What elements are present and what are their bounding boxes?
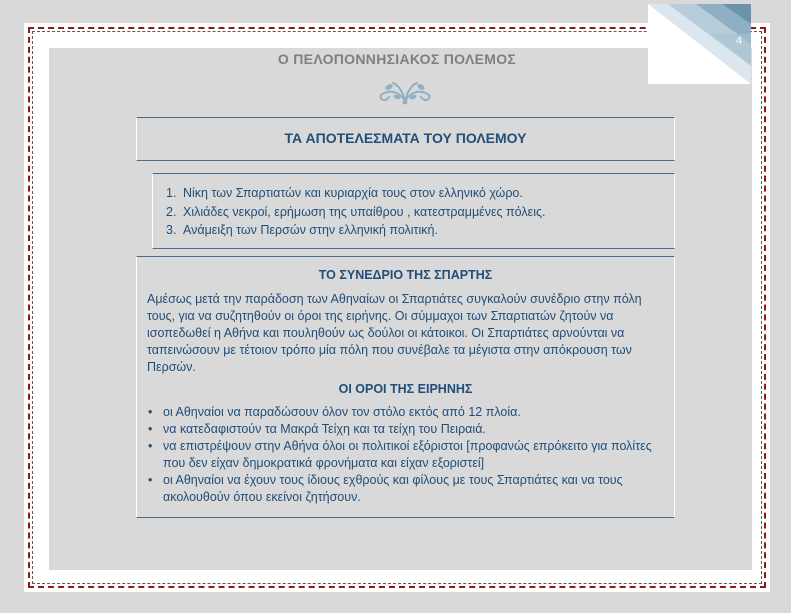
list-item-text: να επιστρέψουν στην Αθήνα όλοι οι πολιτικοί εξόριστοι [προφανώς επρόκειτο για πολίτες που δεν είχαν δημοκρατικά φρονήματα και είχαν εξοριστεί]: [163, 439, 652, 470]
list-item-text: οι Αθηναίοι να έχουν τους ίδιους εχθρούς και φίλους με τους Σπαρτιάτες και να τους ακολουθούν όπου εκείνοι ζητήσουν.: [163, 473, 623, 504]
bullet-icon: •: [148, 422, 153, 436]
list-item: [147, 438, 667, 472]
list-item-text: να κατεδαφιστούν τα Μακρά Τείχη και τα τείχη του Πειραιά.: [163, 422, 486, 436]
list-item: [147, 404, 667, 421]
list-item-number: 2.: [166, 204, 177, 219]
page-number: 4: [736, 35, 743, 47]
peace-terms-heading: ΟΙ ΟΡΟΙ ΤΗΣ ΕΙΡΗΝΗΣ: [338, 382, 473, 396]
results-heading: ΤΑ ΑΠΟΤΕΛΕΣΜΑΤΑ ΤΟΥ ΠΟΛΕΜΟΥ: [284, 130, 527, 146]
bullet-icon: •: [148, 473, 153, 487]
bullet-icon: •: [148, 405, 153, 419]
congress-heading: ΤΟ ΣΥΝΕΔΡΙΟ ΤΗΣ ΣΠΑΡΤΗΣ: [318, 268, 493, 282]
list-item-text: Χιλιάδες νεκροί, ερήμωση της υπαίθρου , κατεστραμμένες πόλεις.: [183, 204, 546, 219]
list-item: [166, 184, 546, 203]
peace-terms-list: [147, 404, 667, 506]
results-heading-box: [136, 117, 675, 161]
congress-paragraph: Αμέσως μετά την παράδοση των Αθηναίων οι Σπαρτιάτες συγκαλούν συνέδριο στην πόλη τους, για να συζητηθούν οι όροι της ειρήνης. Οι σύμμαχοι των Σπαρτιατών ζητούν να ισοπεδωθεί η Αθήνα και πουληθούν ως δούλοι οι κάτοικοι. Οι Σπαρτιάτες αρνούνται να ταπεινώσουν με τέτοιον τρόπο μία πόλη που συνέβαλε τα μέγιστα στην απόκρουση των Περσών.: [147, 292, 642, 374]
slide-title: Ο ΠΕΛΟΠΟΝΝΗΣΙΑΚΟΣ ΠΟΛΕΜΟΣ: [277, 51, 517, 67]
congress-box: [136, 256, 675, 518]
list-item-text: Νίκη των Σπαρτιατών και κυριαρχία τους στον ελληνικό χώρο.: [183, 186, 523, 200]
bullet-icon: •: [148, 439, 153, 453]
results-list: [166, 184, 546, 240]
list-item-text: Ανάμειξη των Περσών στην ελληνική πολιτική.: [183, 223, 438, 237]
list-item-number: 1.: [166, 186, 177, 200]
list-item: [147, 421, 667, 438]
list-item-text: οι Αθηναίοι να παραδώσουν όλον τον στόλο εκτός από 12 πλοία.: [163, 405, 521, 419]
results-list-box: [152, 173, 675, 249]
list-item: [166, 203, 546, 222]
floral-ornament-icon: [375, 77, 435, 107]
list-item-number: 3.: [166, 223, 177, 237]
list-item: [166, 221, 546, 240]
slide: [24, 23, 770, 592]
list-item: [147, 472, 667, 506]
